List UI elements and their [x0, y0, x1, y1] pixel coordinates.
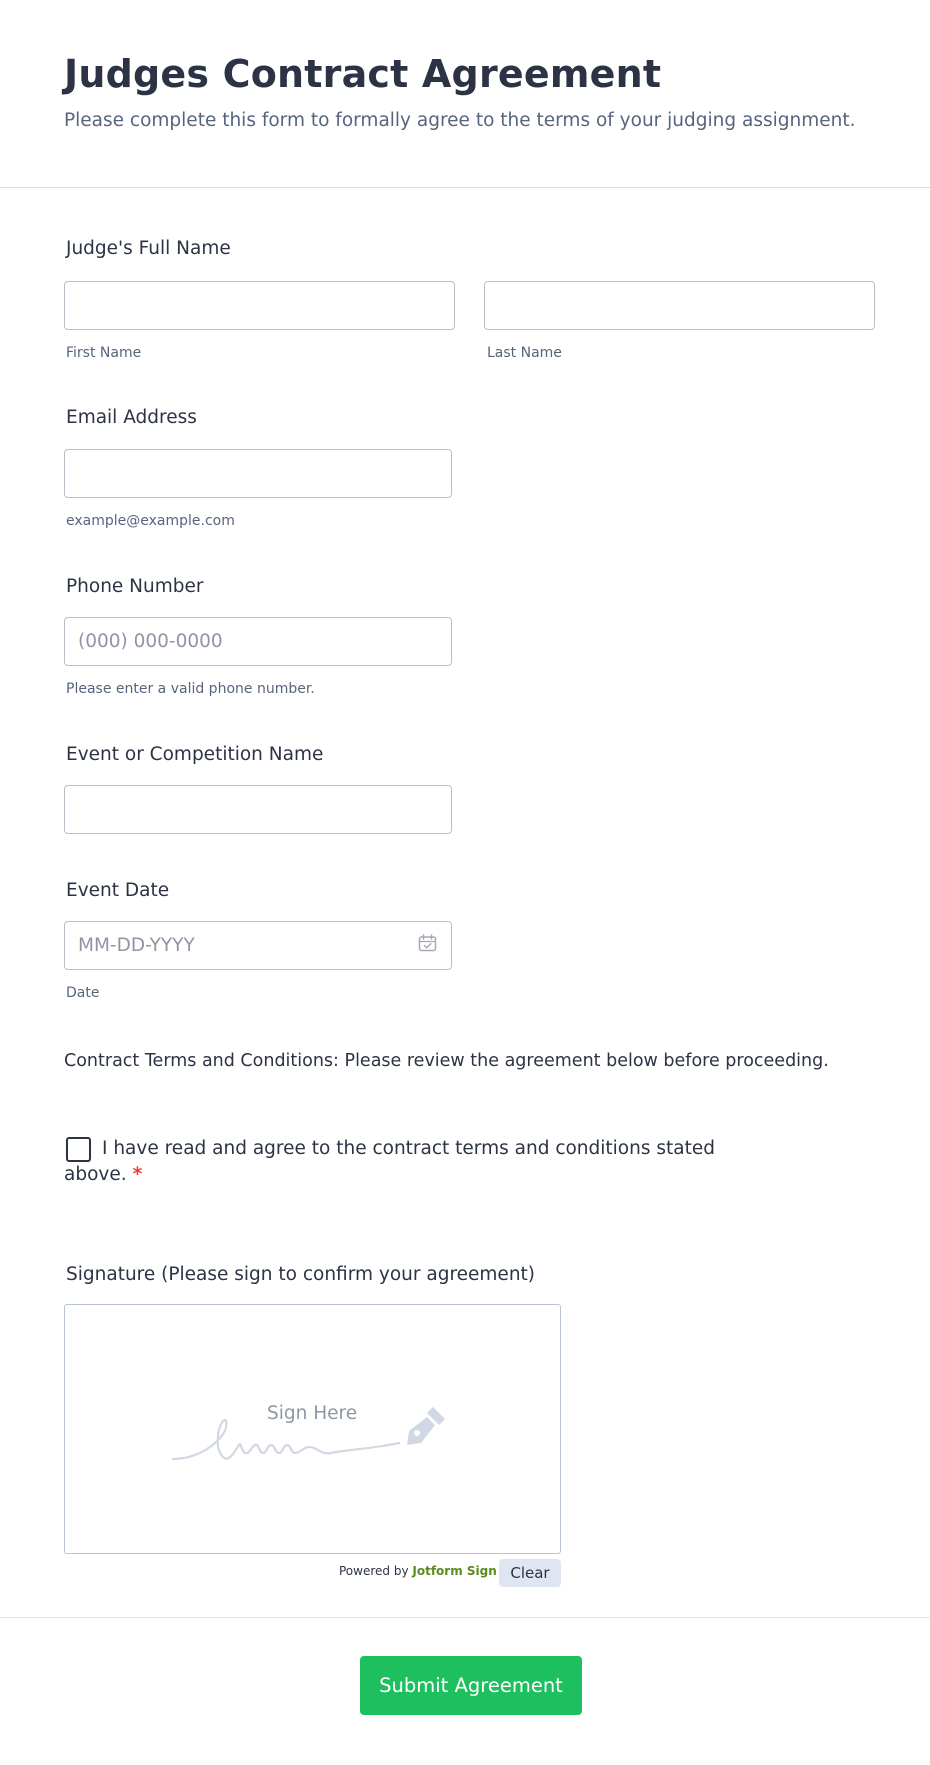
page-title: Judges Contract Agreement: [64, 52, 662, 96]
footer-divider: [0, 1617, 930, 1618]
sign-here-placeholder: Sign Here: [267, 1403, 358, 1424]
signature-label: Signature (Please sign to confirm your agreement): [66, 1264, 536, 1285]
jotform-sign-brand[interactable]: Jotform Sign: [412, 1564, 497, 1578]
submit-button[interactable]: Submit Agreement: [360, 1656, 582, 1715]
clear-signature-button[interactable]: Clear: [499, 1559, 561, 1587]
powered-by: [339, 1564, 497, 1578]
form-header: [0, 0, 930, 188]
email-label: Email Address: [66, 407, 197, 428]
pen-nib-icon: [407, 1407, 445, 1445]
powered-by-text: Powered by: [339, 1564, 409, 1578]
phone-label: Phone Number: [66, 576, 204, 597]
event-name-input[interactable]: [64, 785, 452, 834]
agree-label-text: above.: [64, 1164, 127, 1185]
last-name-input[interactable]: [484, 281, 875, 330]
full-name-label: Judge's Full Name: [66, 238, 231, 259]
phone-input[interactable]: [64, 617, 452, 666]
required-asterisk: *: [132, 1164, 143, 1185]
page-subtitle: Please complete this form to formally agree to the terms of your judging assignment.: [64, 110, 856, 131]
last-name-sublabel: Last Name: [487, 345, 562, 361]
signature-pad[interactable]: [64, 1304, 561, 1554]
calendar-icon[interactable]: [418, 934, 437, 952]
agree-label-line2[interactable]: [64, 1164, 142, 1185]
agree-checkbox[interactable]: [66, 1137, 91, 1162]
email-field[interactable]: [64, 449, 452, 498]
first-name-sublabel: First Name: [66, 345, 142, 361]
event-name-label: Event or Competition Name: [66, 744, 324, 765]
first-name-input[interactable]: [64, 281, 455, 330]
agree-label-line1[interactable]: I have read and agree to the contract terms and conditions stated: [102, 1138, 715, 1159]
phone-sublabel: Please enter a valid phone number.: [66, 681, 315, 697]
terms-text: Contract Terms and Conditions: Please review the agreement below before proceeding.: [64, 1051, 829, 1071]
event-date-label: Event Date: [66, 880, 170, 901]
email-sublabel: example@example.com: [66, 513, 235, 529]
event-date-input[interactable]: [64, 921, 452, 970]
event-date-sublabel: Date: [66, 985, 100, 1001]
